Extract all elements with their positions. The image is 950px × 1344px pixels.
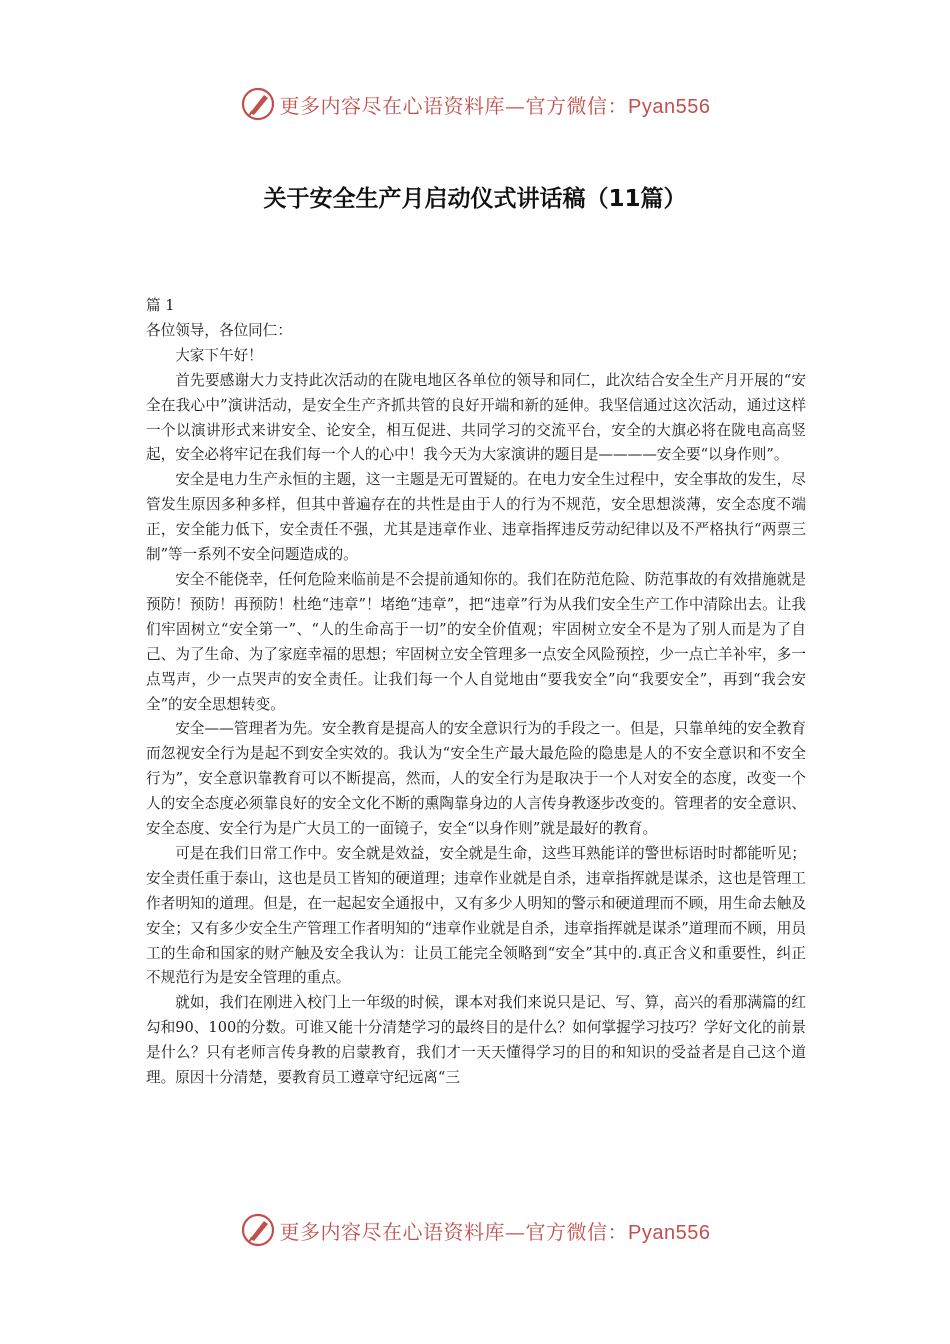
paragraph: 可是在我们日常工作中。安全就是效益，安全就是生命，这些耳熟能详的警世标语时时都能听见；安全责任重于泰山，这也是员工皆知的硬道理；违章作业就是自杀，违章指挥就是谋杀，这也是管理工作者明知的道理。但是，在一起起安全通报中，又有多少人明知的警示和硬道理而不顾，用生命去触及安全；又有多少安全生产管理工作者明知的“违章作业就是自杀，违章指挥就是谋杀”道理而不顾，用员工的生命和国家的财产触及安全我认为：让员工能完全领略到“安全”其中的.真正含义和重要性，纠正不规范行为是安全管理的重点。: [146, 844, 806, 987]
paragraph: 安全不能侥幸，任何危险来临前是不会提前通知你的。我们在防范危险、防范事故的有效措施就是预防！预防！再预防！杜绝“违章”！堵绝“违章”，把“违章”行为从我们安全生产工作中清除出去。让我们牢固树立“安全第一”、“人的生命高于一切”的安全价值观；牢固树立安全不是为了别人而是为了自己、为了生命、为了家庭幸福的思想；牢固树立安全管理多一点安全风险预控，少一点亡羊补牢，多一点骂声，少一点哭声的安全责任。让我们每一个人自觉地由“要我安全”向“我要安全”，再到“我会安全”的安全思想转变。: [146, 570, 806, 713]
footer-watermark-banner: [0, 1210, 950, 1250]
quill-logo-icon: [240, 86, 276, 122]
watermark-text: 更多内容尽在心语资料库—官方微信：Pyan556: [279, 93, 711, 118]
salutation: 各位领导，各位同仁：: [146, 321, 292, 339]
document-body: [146, 294, 806, 1091]
header-watermark-banner: [0, 84, 950, 124]
paragraph: 就如，我们在刚进入校门上一年级的时候，课本对我们来说只是记、写、算，高兴的看那满篇的红勾和90、100的分数。可谁又能十分清楚学习的最终目的是什么？如何掌握学习技巧？学好文化的前景是什么？只有老师言传身教的启蒙教育，我们才一天天懂得学习的目的和知识的受益者是自己这个道理。原因十分清楚，要教育员工遵章守纪远离“三: [146, 994, 806, 1087]
quill-logo-icon: [240, 1212, 276, 1248]
watermark-handle: Pyan556: [628, 95, 711, 118]
paragraph: 安全——管理者为先。安全教育是提高人的安全意识行为的手段之一。但是，只靠单纯的安全教育而忽视安全行为是起不到安全实效的。我认为“安全生产最大最危险的隐患是人的不安全意识和不安全行为”，安全意识靠教育可以不断提高，然而，人的安全行为是取决于一个人对安全的态度，改变一个人的安全态度必须靠良好的安全文化不断的熏陶靠身边的人言传身教逐步改变的。管理者的安全意识、安全态度、安全行为是广大员工的一面镜子，安全“以身作则”就是最好的教育。: [146, 720, 806, 838]
watermark-text: 更多内容尽在心语资料库—官方微信：Pyan556: [279, 1219, 711, 1244]
section-label: 篇 1: [146, 297, 175, 314]
document-title: 关于安全生产月启动仪式讲话稿（11篇）: [263, 186, 687, 212]
paragraph: 安全是电力生产永恒的主题，这一主题是无可置疑的。在电力安全生过程中，安全事故的发生，尽管发生原因多种多样，但其中普遍存在的共性是由于人的行为不规范，安全思想淡薄，安全态度不端正，安全能力低下，安全责任不强，尤其是违章作业、违章指挥违反劳动纪律以及不严格执行“两票三制”等一系列不安全问题造成的。: [146, 471, 806, 564]
greeting: 大家下午好！: [175, 346, 263, 364]
paragraph: 首先要感谢大力支持此次活动的在陇电地区各单位的领导和同仁，此次结合安全生产月开展的“安全在我心中”演讲活动，是安全生产齐抓共管的良好开端和新的延伸。我坚信通过这次活动，通过这样一个以演讲形式来讲安全、论安全，相互促进、共同学习的交流平台，安全的大旗必将在陇电高高竖起，安全必将牢记在我们每一个人的心中！我今天为大家演讲的题目是————安全要“以身作则”。: [146, 371, 806, 464]
watermark-handle: Pyan556: [628, 1221, 711, 1244]
